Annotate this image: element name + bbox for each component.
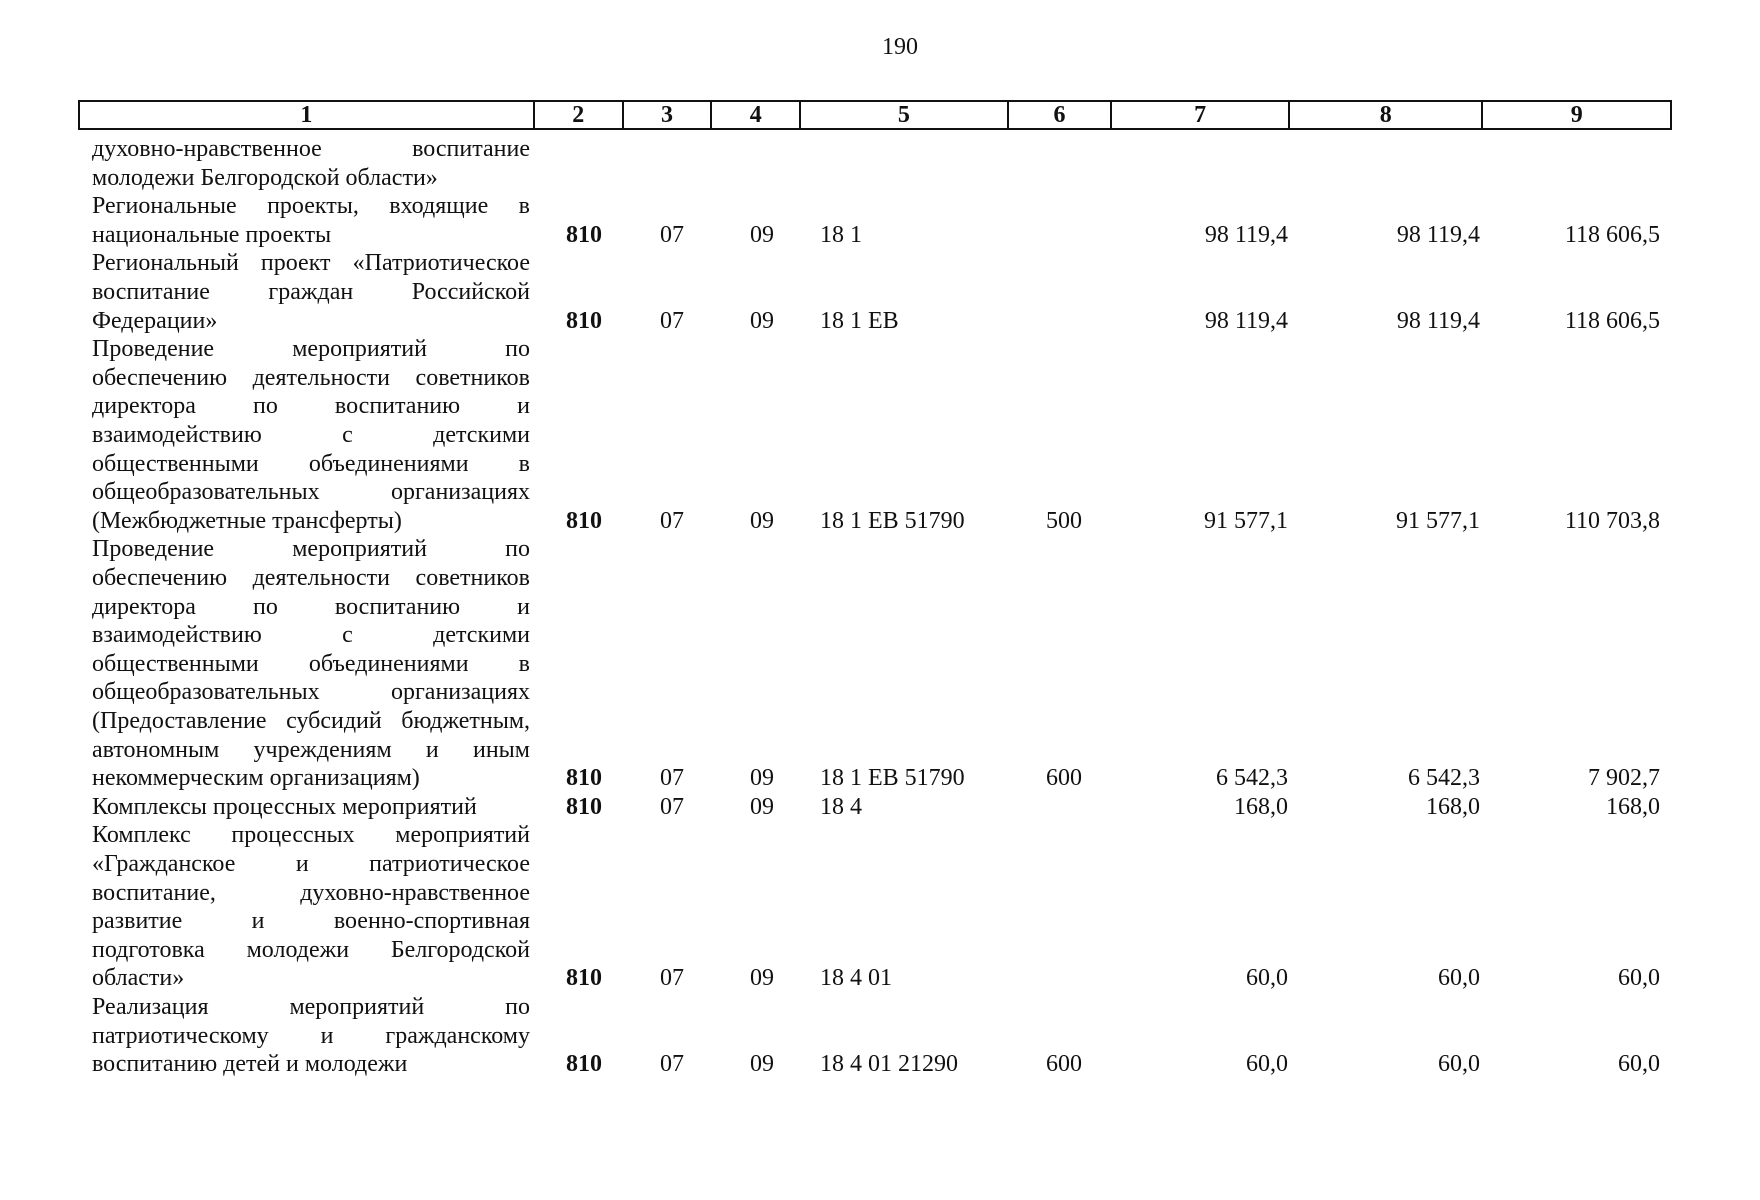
description-line: Комплекс процессных мероприятий xyxy=(92,822,530,849)
cell-c2: 810 xyxy=(566,965,602,992)
row-description xyxy=(92,135,530,192)
description-line: Региональный проект «Патриотическое xyxy=(92,250,530,277)
cell-c6: 600 xyxy=(1046,1051,1082,1078)
cell-c7: 98 119,4 xyxy=(1204,307,1288,334)
cell-c2: 810 xyxy=(566,221,602,248)
description-line: обеспечению деятельности советников xyxy=(92,364,530,391)
cell-c2: 810 xyxy=(566,507,602,534)
cell-c5: 18 4 01 xyxy=(820,965,892,992)
cell-c8: 91 577,1 xyxy=(1396,507,1480,534)
cell-c9: 168,0 xyxy=(1606,793,1660,820)
description-line: воспитание, духовно-нравственное xyxy=(92,879,530,906)
cell-c3: 07 xyxy=(660,221,684,248)
cell-c6: 600 xyxy=(1046,765,1082,792)
cell-c5: 18 1 xyxy=(820,221,862,248)
page-number: 190 xyxy=(882,34,918,60)
cell-c6: 500 xyxy=(1046,507,1082,534)
cell-c8: 98 119,4 xyxy=(1396,307,1480,334)
description-line: «Гражданское и патриотическое xyxy=(92,850,530,877)
cell-c9: 7 902,7 xyxy=(1588,765,1660,792)
description-line: общественными объединениями в xyxy=(92,450,530,477)
header-col-2: 2 xyxy=(535,102,624,128)
cell-c4: 09 xyxy=(750,221,774,248)
cell-c5: 18 4 xyxy=(820,793,862,820)
cell-c4: 09 xyxy=(750,965,774,992)
cell-c7: 168,0 xyxy=(1234,793,1288,820)
cell-c9: 118 606,5 xyxy=(1564,221,1660,248)
cell-c7: 6 542,3 xyxy=(1216,765,1288,792)
header-col-1: 1 xyxy=(80,102,535,128)
description-line: Комплексы процессных мероприятий xyxy=(92,793,477,820)
cell-c9: 60,0 xyxy=(1618,965,1660,992)
cell-c8: 168,0 xyxy=(1426,793,1480,820)
cell-c9: 60,0 xyxy=(1618,1051,1660,1078)
description-line: некоммерческим организациям) xyxy=(92,765,420,792)
cell-c7: 91 577,1 xyxy=(1204,507,1288,534)
cell-c8: 6 542,3 xyxy=(1408,765,1480,792)
cell-c8: 60,0 xyxy=(1438,965,1480,992)
cell-c9: 118 606,5 xyxy=(1564,307,1660,334)
cell-c3: 07 xyxy=(660,765,684,792)
description-line: Проведение мероприятий по xyxy=(92,536,530,563)
description-line: обеспечению деятельности советников xyxy=(92,564,530,591)
header-col-9: 9 xyxy=(1570,101,1583,128)
cell-c4: 09 xyxy=(750,1051,774,1078)
header-col-4: 4 xyxy=(712,102,801,128)
description-line: директора по воспитанию и xyxy=(92,593,530,620)
cell-c7: 60,0 xyxy=(1246,965,1288,992)
cell-c3: 07 xyxy=(660,965,684,992)
description-line: взаимодействию с детскими xyxy=(92,622,530,649)
cell-c2: 810 xyxy=(566,307,602,334)
cell-c4: 09 xyxy=(750,793,774,820)
description-line: общеобразовательных организациях xyxy=(92,679,530,706)
cell-c2: 810 xyxy=(566,765,602,792)
description-line: области» xyxy=(92,965,185,992)
description-line: воспитанию детей и молодежи xyxy=(92,1051,408,1078)
description-line: Реализация мероприятий по xyxy=(92,994,530,1020)
description-line: автономным учреждениям и иным xyxy=(92,736,530,763)
cell-c5: 18 1 ЕВ 51790 xyxy=(820,507,965,534)
description-line: патриотическому и гражданскому xyxy=(92,1022,530,1049)
row-description xyxy=(92,821,530,993)
cell-c7: 60,0 xyxy=(1246,1051,1288,1078)
description-line: воспитание граждан Российской xyxy=(92,278,530,305)
cell-c9: 110 703,8 xyxy=(1564,507,1660,534)
description-line: общеобразовательных организациях xyxy=(92,479,530,506)
table-header xyxy=(78,100,1672,130)
cell-c3: 07 xyxy=(660,507,684,534)
description-line: Проведение мероприятий по xyxy=(92,336,530,363)
cell-c7: 98 119,4 xyxy=(1204,221,1288,248)
row-description xyxy=(92,993,530,1079)
cell-c2: 810 xyxy=(566,793,602,820)
description-line: национальные проекты xyxy=(92,221,332,248)
cell-c3: 07 xyxy=(660,793,684,820)
cell-c5: 18 1 ЕВ 51790 xyxy=(820,765,965,792)
cell-c3: 07 xyxy=(660,307,684,334)
cell-c5: 18 1 ЕВ xyxy=(820,307,899,334)
description-line: Региональные проекты, входящие в xyxy=(92,193,530,220)
cell-c4: 09 xyxy=(750,765,774,792)
header-col-5: 5 xyxy=(801,102,1008,128)
description-line: подготовка молодежи Белгородской xyxy=(92,936,530,963)
header-col-7: 7 xyxy=(1112,102,1290,128)
header-col-8: 8 xyxy=(1290,102,1484,128)
cell-c5: 18 4 01 21290 xyxy=(820,1051,958,1078)
cell-c4: 09 xyxy=(750,507,774,534)
cell-c8: 98 119,4 xyxy=(1396,221,1480,248)
description-line: молодежи Белгородской области» xyxy=(92,164,438,191)
description-line: общественными объединениями в xyxy=(92,650,530,677)
header-col-3: 3 xyxy=(624,102,713,128)
description-line: развитие и военно-спортивная xyxy=(92,908,530,935)
description-line: (Межбюджетные трансферты) xyxy=(92,507,402,534)
description-line: духовно-нравственное воспитание xyxy=(92,136,530,162)
description-line: Федерации» xyxy=(92,307,218,334)
cell-c3: 07 xyxy=(660,1051,684,1078)
cell-c4: 09 xyxy=(750,307,774,334)
row-description xyxy=(92,335,530,535)
description-line: (Предоставление субсидий бюджетным, xyxy=(92,707,530,734)
header-col-6: 6 xyxy=(1009,102,1113,128)
row-description xyxy=(92,249,530,335)
cell-c8: 60,0 xyxy=(1438,1051,1480,1078)
description-line: директора по воспитанию и xyxy=(92,393,530,420)
row-description xyxy=(92,535,530,792)
description-line: взаимодействию с детскими xyxy=(92,421,530,448)
cell-c2: 810 xyxy=(566,1051,602,1078)
row-description xyxy=(92,793,530,822)
row-description xyxy=(92,192,530,249)
